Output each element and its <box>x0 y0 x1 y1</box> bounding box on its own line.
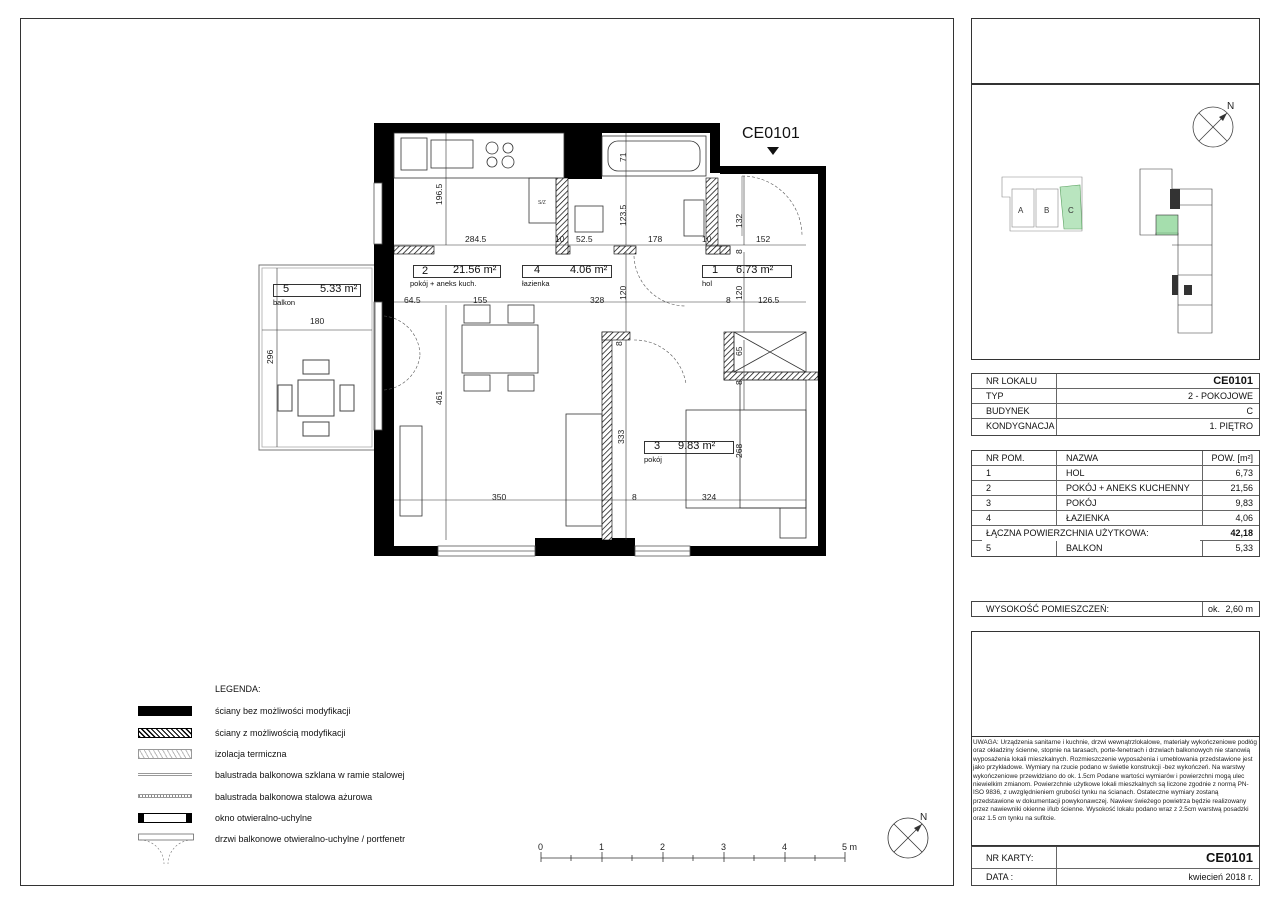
card-label: NR KARTY: <box>986 853 1034 863</box>
dim-label: 461 <box>434 390 444 405</box>
dim-label: 155 <box>473 295 488 305</box>
scale-tick-label: 5 m <box>842 842 858 852</box>
dim-label: 284.5 <box>465 234 487 244</box>
dim-label: 52.5 <box>576 234 593 244</box>
unit-info-label: KONDYGNACJA <box>986 421 1055 431</box>
dim-label: 65 <box>734 346 744 356</box>
table-row: 5 BALKON 5,33 <box>986 543 1253 553</box>
footer-date-row <box>972 869 1259 886</box>
scale-tick-label: 0 <box>538 842 544 852</box>
site-building-label: B <box>1044 206 1050 215</box>
room-label-1 <box>702 265 792 289</box>
dim-label: 180 <box>310 316 325 326</box>
col-header-area: POW. [m²] <box>1211 453 1253 463</box>
table-row: 1 HOL 6,73 <box>972 466 1259 481</box>
dim-label: 8 <box>734 380 744 385</box>
room-area: 6.73 m² <box>736 264 774 276</box>
table-row: 3 POKÓJ 9,83 <box>972 496 1259 511</box>
dim-label: 120 <box>618 285 628 300</box>
rooms-table-header <box>972 451 1259 466</box>
col-header-no: NR POM. <box>986 453 1025 463</box>
unit-marker-label: CE0101 <box>742 125 800 142</box>
dim-label: 178 <box>648 234 663 244</box>
site-building-label: C <box>1068 206 1074 215</box>
legend-label: balustrada balkonowa stalowa ażurowa <box>215 792 373 802</box>
total-area: 42,18 <box>1230 528 1253 538</box>
dim-label: 268 <box>734 443 744 458</box>
date-value: kwiecień 2018 r. <box>1188 872 1253 882</box>
legend-title: LEGENDA: <box>215 684 261 694</box>
unit-info-value: C <box>1246 406 1253 416</box>
room-name: pokój + aneks kuch. <box>410 279 477 288</box>
room-area: 4.06 m² <box>570 264 608 276</box>
site-plan <box>972 85 1259 359</box>
dim-label: 8 <box>726 295 731 305</box>
table-row: 2 POKÓJ + ANEKS KUCHENNY 21,56 <box>972 481 1259 496</box>
scale-tick-label: 3 <box>721 842 727 852</box>
compass-letter: N <box>1227 101 1235 112</box>
table-total-row <box>972 526 1259 541</box>
notes-divider <box>971 736 1260 737</box>
logo-box <box>971 18 1260 84</box>
unit-info-label: NR LOKALU <box>986 376 1038 386</box>
site-building-label: A <box>1018 206 1024 215</box>
legend-label: ściany bez możliwości modyfikacji <box>215 706 351 716</box>
col-header-name: NAZWA <box>1066 453 1099 463</box>
date-label: DATA : <box>986 872 1014 882</box>
rooms-table <box>971 450 1260 557</box>
legend-label: okno otwieralno-uchylne <box>215 813 313 823</box>
compass-icon <box>880 808 940 864</box>
dim-label: 71 <box>618 152 628 162</box>
room-label-5 <box>273 284 361 308</box>
dim-label: 8 <box>614 341 624 346</box>
dim-label: 350 <box>492 492 507 502</box>
height-value: 2,60 m <box>1225 604 1253 614</box>
svg-text:S/Z: S/Z <box>538 200 546 206</box>
room-name: łazienka <box>522 279 550 288</box>
total-label: ŁĄCZNA POWIERZCHNIA UŻYTKOWA: <box>982 526 1200 541</box>
entrance-arrow-icon <box>767 147 779 155</box>
table-row: 4 ŁAZIENKA 4,06 <box>972 511 1259 526</box>
unit-info-label: BUDYNEK <box>986 406 1030 416</box>
notes-text: UWAGA: Urządzenia sanitarne i kuchnie, drzwi wewnątrzlokalowe, materiały wykończeniowe podłóg oraz okładziny ścienne, stopnie na tarasach, porte-fenetrach i drzwiach balkonowych nie stanowią wyposażenia lokali mieszkalnych. Rozmieszczenie wyposażenia i umeblowania przedstawione jest jako przykładowe. Wymiary na rzucie podano w świetle konstrukcji -bez wykończeń. Na warstwy wykończeniowe przewidziano do ok. 1.5cm Podane wartości wymiarów i powierzchni mogą ulec niewielkim zmianom. Powierzchnie użytkowe lokali mieszkalnych są liczone zgodnie z normą PN-ISO 9836, z uwzględnieniem grubości tynku na ścianach. Ostateczne wymiary zostaną przedstawione w dokumentacji powykonawczej. Nawiew świeżego powietrza będzie realizowany przez nawiewniki okienne i/lub ścienne. Wysokość lokalu podano wraz z 2.5cm warstwą posadzki oraz 1.5 cm tynku na sufitcie. <box>973 739 1257 822</box>
legend-label: balustrada balkonowa szklana w ramie stalowej <box>215 770 405 780</box>
room-number: 4 <box>534 264 541 276</box>
dim-label: 328 <box>590 295 605 305</box>
unit-info-row <box>972 374 1259 389</box>
room-name: pokój <box>644 455 662 464</box>
height-label: WYSOKOŚĆ POMIESZCZEŃ: <box>986 604 1110 614</box>
legend-label: ściany z możliwością modyfikacji <box>215 728 346 738</box>
room-number: 1 <box>712 264 719 276</box>
balcony-door-symbol-icon <box>138 832 194 868</box>
kitchen-fixtures <box>394 133 564 223</box>
scale-bar <box>535 838 875 868</box>
dim-label: 8 <box>734 249 744 254</box>
dim-label: 126.5 <box>758 295 780 305</box>
dim-label: 120 <box>734 285 744 300</box>
room-area: 21.56 m² <box>453 264 497 276</box>
compass-letter: N <box>920 812 928 823</box>
height-row <box>971 601 1260 617</box>
room-name: balkon <box>273 298 296 307</box>
room-number: 2 <box>422 265 429 277</box>
unit-info-value: 2 - POKOJOWE <box>1187 391 1253 401</box>
dim-label: 152 <box>756 234 771 244</box>
legend-label: drzwi balkonowe otwieralno-uchylne / portfenetr <box>215 834 406 844</box>
room-number: 3 <box>654 440 661 452</box>
room-label-4 <box>522 265 612 289</box>
dim-label: 324 <box>702 492 717 502</box>
dim-label: 64.5 <box>404 295 421 305</box>
site-compass-icon <box>1193 101 1234 147</box>
footer-table <box>971 846 1260 886</box>
room-name: hol <box>702 279 713 288</box>
unit-info-row <box>972 404 1259 419</box>
dim-label: 123.5 <box>618 204 628 226</box>
interior-walls <box>394 178 818 540</box>
dim-label: 196.5 <box>434 183 444 205</box>
legend-label: izolacja termiczna <box>215 749 287 759</box>
bedroom-furniture <box>686 332 806 538</box>
unit-info-row <box>972 419 1259 436</box>
room-label-2 <box>410 264 501 289</box>
dim-label: 333 <box>616 429 626 444</box>
dim-label: 132 <box>734 213 744 228</box>
unit-info-value: 1. PIĘTRO <box>1209 421 1253 431</box>
dim-label: 296 <box>265 349 275 364</box>
height-prefix: ok. <box>1208 604 1221 614</box>
unit-info-table <box>971 373 1260 436</box>
room-label-3 <box>644 441 734 465</box>
unit-info-label: TYP <box>986 391 1004 401</box>
unit-info-value: CE0101 <box>1213 375 1253 387</box>
room-area: 9.83 m² <box>678 440 716 452</box>
room-number: 5 <box>283 283 290 295</box>
room-area: 5.33 m² <box>320 283 358 295</box>
dim-label: 10 <box>702 234 712 244</box>
unit-info-row <box>972 389 1259 404</box>
scale-tick-label: 4 <box>782 842 788 852</box>
dim-label: 10 <box>555 234 565 244</box>
footer-card-row <box>972 847 1259 869</box>
dim-label: 8 <box>632 492 637 502</box>
scale-tick-label: 2 <box>660 842 666 852</box>
card-value: CE0101 <box>1206 850 1253 865</box>
scale-tick-label: 1 <box>599 842 605 852</box>
